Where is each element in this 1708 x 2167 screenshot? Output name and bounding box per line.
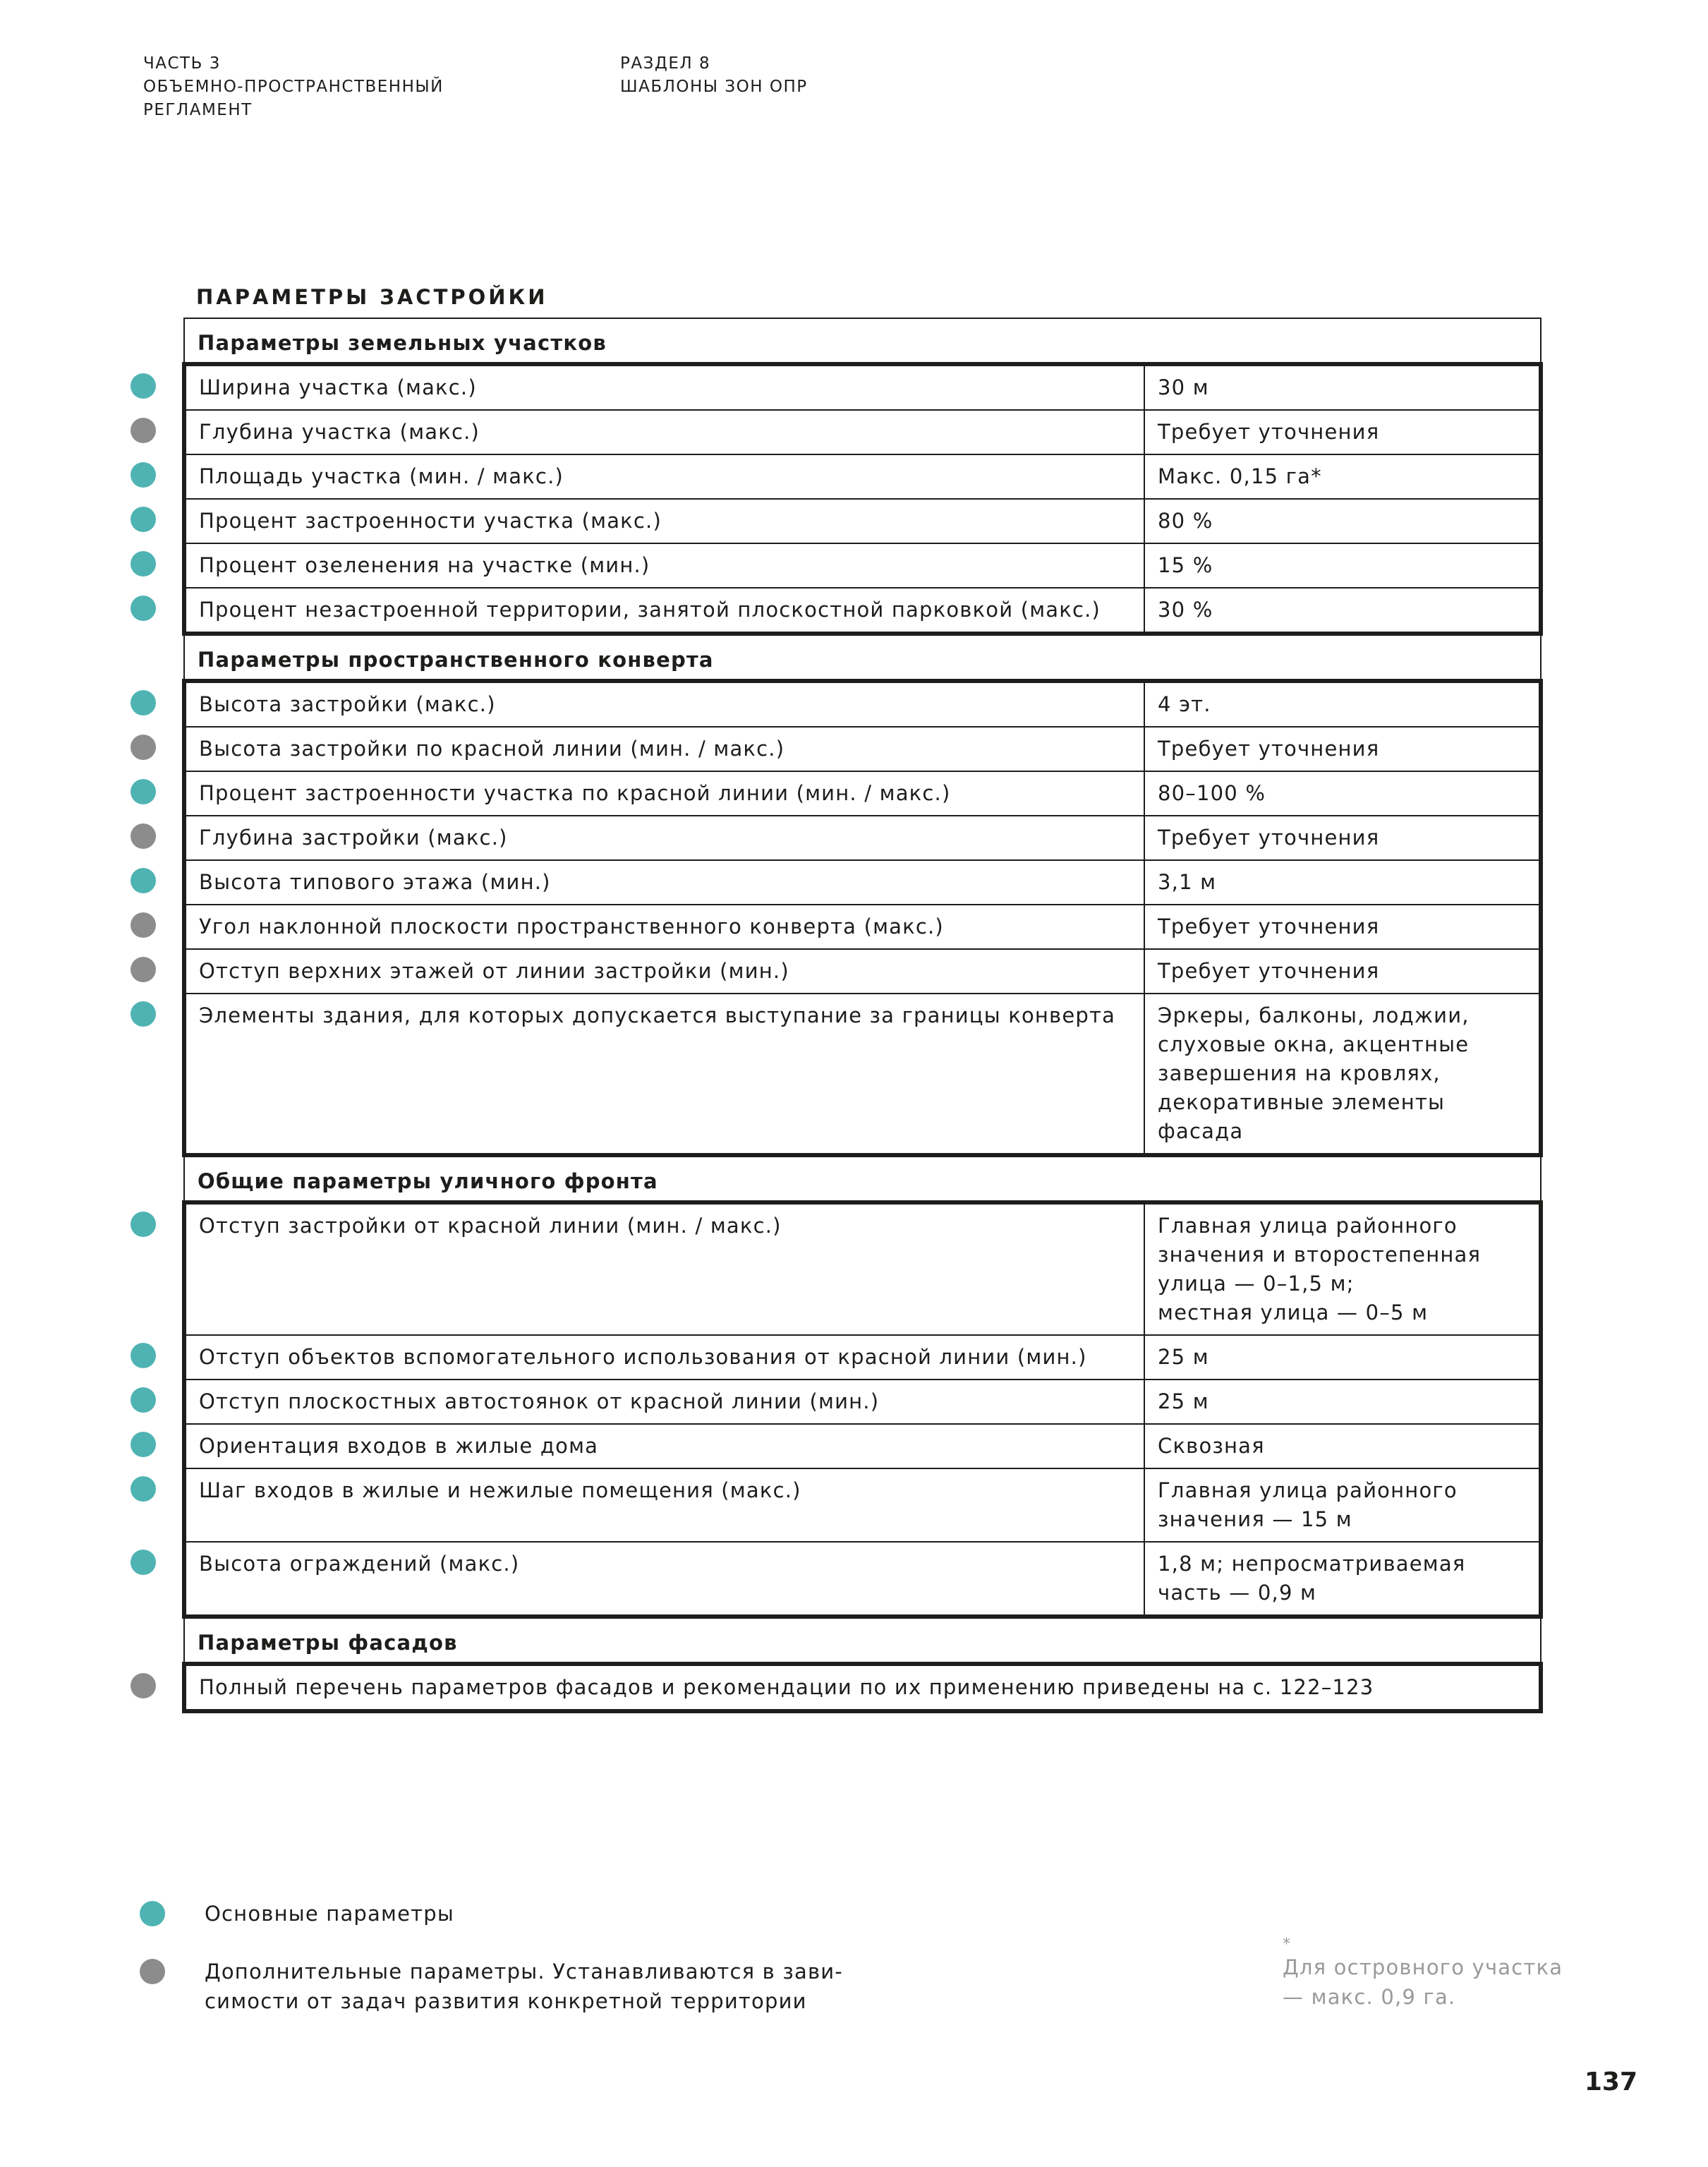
legend-primary-text: Основные параметры xyxy=(205,1902,454,1926)
table-row xyxy=(184,1424,1541,1468)
row-label: Процент озеленения на участке (мин.) xyxy=(199,553,650,577)
row-value: Главная улица районного значения — 15 м xyxy=(1144,1468,1541,1542)
row-label: Отступ застройки от красной линии (мин. / макс.) xyxy=(199,1214,782,1238)
legend-secondary xyxy=(140,1957,910,2016)
section-title: ПАРАМЕТРЫ ЗАСТРОЙКИ xyxy=(196,285,548,309)
primary-dot-icon xyxy=(131,779,156,804)
secondary-dot-icon xyxy=(131,912,156,938)
row-label: Угол наклонной плоскости пространственного конверта (макс.) xyxy=(199,915,944,938)
table-row xyxy=(184,364,1541,410)
primary-dot-icon xyxy=(131,1476,156,1502)
header-part xyxy=(143,52,444,122)
primary-dot-icon xyxy=(140,1901,165,1926)
row-label: Процент застроенности участка (макс.) xyxy=(199,509,662,533)
row-label: Ширина участка (макс.) xyxy=(199,375,477,399)
row-value: 4 эт. xyxy=(1144,681,1541,727)
row-value: Главная улица районного значения и второстепенная улица — 0–1,5 м; местная улица — 0–5 м xyxy=(1144,1202,1541,1335)
footnote-mark: * xyxy=(1283,1936,1292,1953)
table-row xyxy=(184,410,1541,454)
table-row xyxy=(184,1542,1541,1617)
row-value: 30 % xyxy=(1144,588,1541,634)
row-label: Отступ верхних этажей от линии застройки (мин.) xyxy=(199,959,789,983)
row-label: Площадь участка (мин. / макс.) xyxy=(199,464,564,488)
row-value: 30 м xyxy=(1144,364,1541,410)
row-label: Высота типового этажа (мин.) xyxy=(199,870,551,894)
primary-dot-icon xyxy=(131,690,156,716)
primary-dot-icon xyxy=(131,1550,156,1575)
group-header-row xyxy=(184,318,1541,364)
row-value: 25 м xyxy=(1144,1380,1541,1424)
row-value: Требует уточнения xyxy=(1144,410,1541,454)
table-row xyxy=(184,681,1541,727)
row-value: Требует уточнения xyxy=(1144,949,1541,994)
table-row xyxy=(184,771,1541,816)
secondary-dot-icon xyxy=(131,1673,156,1698)
table-row xyxy=(184,860,1541,905)
table-row xyxy=(184,949,1541,994)
group-title: Параметры земельных участков xyxy=(184,318,1541,364)
primary-dot-icon xyxy=(131,868,156,893)
row-value: Сквозная xyxy=(1144,1424,1541,1468)
row-label: Глубина застройки (макс.) xyxy=(199,826,508,850)
table-row xyxy=(184,543,1541,588)
table-row xyxy=(184,499,1541,543)
legend-secondary-text: Дополнительные параметры. Устанавливаются в зави- симости от задач развития конкретной территории xyxy=(205,1960,843,2013)
row-value: 25 м xyxy=(1144,1335,1541,1380)
row-label: Процент застроенности участка по красной линии (мин. / макс.) xyxy=(199,781,951,805)
parameters-table xyxy=(182,318,1543,1713)
primary-dot-icon xyxy=(131,373,156,399)
table-row xyxy=(184,905,1541,949)
table-row xyxy=(184,1468,1541,1542)
secondary-dot-icon xyxy=(131,823,156,849)
primary-dot-icon xyxy=(131,462,156,488)
secondary-dot-icon xyxy=(140,1959,165,1984)
group-title: Параметры фасадов xyxy=(184,1617,1541,1664)
row-label: Высота застройки (макс.) xyxy=(199,692,496,716)
row-label: Процент незастроенной территории, занятой плоскостной парковкой (макс.) xyxy=(199,598,1101,622)
table-row xyxy=(184,588,1541,634)
row-label: Ориентация входов в жилые дома xyxy=(199,1434,599,1458)
group-header-row xyxy=(184,634,1541,681)
primary-dot-icon xyxy=(131,507,156,532)
secondary-dot-icon xyxy=(131,957,156,982)
header-part-line: ОБЪЕМНО-ПРОСТРАНСТВЕННЫЙ xyxy=(143,78,444,96)
row-value: 15 % xyxy=(1144,543,1541,588)
secondary-dot-icon xyxy=(131,735,156,760)
table-row xyxy=(184,994,1541,1155)
header-part-line: РЕГЛАМЕНТ xyxy=(143,101,253,119)
primary-dot-icon xyxy=(131,596,156,621)
table-row xyxy=(184,816,1541,860)
group-header-row xyxy=(184,1155,1541,1202)
legend-primary xyxy=(140,1899,910,1928)
primary-dot-icon xyxy=(131,1343,156,1368)
row-value: Макс. 0,15 га* xyxy=(1144,454,1541,499)
row-value: 80 % xyxy=(1144,499,1541,543)
table-row xyxy=(184,1335,1541,1380)
header-part-line: ЧАСТЬ 3 xyxy=(143,54,221,73)
row-label: Глубина участка (макс.) xyxy=(199,420,480,444)
table-row xyxy=(184,1202,1541,1335)
table-row xyxy=(184,727,1541,771)
row-label: Элементы здания, для которых допускается выступание за границы конверта xyxy=(199,1003,1116,1027)
row-value: Эркеры, балконы, лоджии, слуховые окна, акцентные завершения на кровлях, декоративные элементы фасада xyxy=(1144,994,1541,1155)
primary-dot-icon xyxy=(131,1001,156,1027)
row-value: 3,1 м xyxy=(1144,860,1541,905)
group-header-row xyxy=(184,1617,1541,1664)
row-label: Высота ограждений (макс.) xyxy=(199,1552,520,1576)
primary-dot-icon xyxy=(131,1212,156,1237)
row-label: Шаг входов в жилые и нежилые помещения (макс.) xyxy=(199,1478,801,1502)
group-title: Общие параметры уличного фронта xyxy=(184,1155,1541,1202)
row-value: 1,8 м; непросматриваемая часть — 0,9 м xyxy=(1144,1542,1541,1617)
primary-dot-icon xyxy=(131,1387,156,1413)
header-section xyxy=(620,52,808,99)
row-label: Полный перечень параметров фасадов и рекомендации по их применению приведены на с. 122–123 xyxy=(199,1675,1374,1699)
row-label: Отступ объектов вспомогательного использования от красной линии (мин.) xyxy=(199,1345,1087,1369)
row-label: Отступ плоскостных автостоянок от красной линии (мин.) xyxy=(199,1389,880,1413)
footnote-text: Для островного участка — макс. 0,9 га. xyxy=(1283,1955,1563,2009)
row-value: 80–100 % xyxy=(1144,771,1541,816)
header-section-line: ШАБЛОНЫ ЗОН ОПР xyxy=(620,78,808,96)
table-row xyxy=(184,1380,1541,1424)
primary-dot-icon xyxy=(131,551,156,577)
secondary-dot-icon xyxy=(131,418,156,443)
footnote xyxy=(1283,1937,1565,2012)
row-label: Высота застройки по красной линии (мин. / макс.) xyxy=(199,737,785,761)
table-row xyxy=(184,454,1541,499)
header-section-line: РАЗДЕЛ 8 xyxy=(620,54,711,73)
table-row xyxy=(184,1664,1541,1711)
row-value: Требует уточнения xyxy=(1144,905,1541,949)
row-value: Требует уточнения xyxy=(1144,816,1541,860)
group-title: Параметры пространственного конверта xyxy=(184,634,1541,681)
page-number: 137 xyxy=(1584,2068,1637,2096)
row-value: Требует уточнения xyxy=(1144,727,1541,771)
primary-dot-icon xyxy=(131,1432,156,1457)
